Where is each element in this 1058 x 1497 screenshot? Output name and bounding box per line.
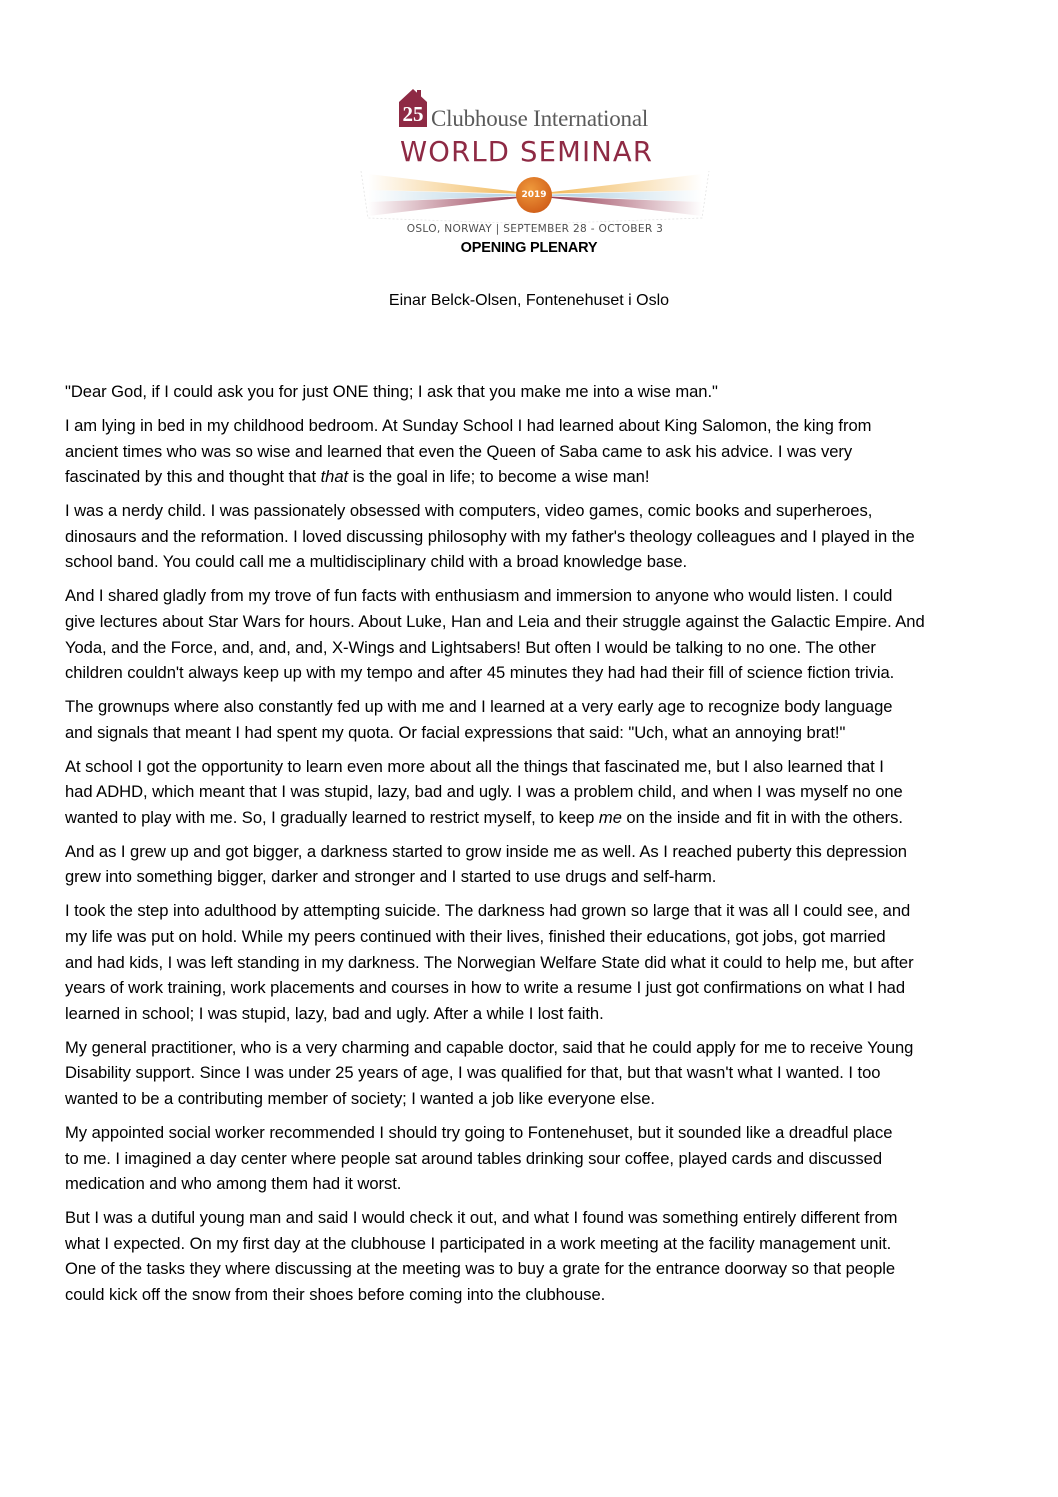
text-line: and had kids, I was left standing in my darkness. The Norwegian Welfare State did what it could to help me, but after [65,952,914,972]
paragraph [65,1035,1005,1112]
text-line: One of the tasks they where discussing at the meeting was to buy a grate for the entrance doorway so that people [65,1259,896,1279]
text-run: is the goal in life; to become a wise man! [348,467,650,487]
text-line: At school I got the opportunity to learn even more about all the things that fascinated me, but I also learned that I [65,756,884,776]
paragraph [65,1120,1005,1197]
text-line: medication and who among them had it worst. [65,1174,402,1194]
text-line: And I shared gladly from my trove of fun facts with enthusiasm and immersion to anyone who would listen. I could [65,586,893,606]
text-line: "Dear God, if I could ask you for just ONE thing; I ask that you make me into a wise man." [65,382,718,401]
text-line: had ADHD, which meant that I was stupid, lazy, bad and ugly. I was a problem child, and when I was myself no one [65,782,903,802]
year-badge: 2019 [516,177,552,213]
text-line: Disability support. Since I was under 25 years of age, I was qualified for that, but that wasn't what I wanted. I too [65,1063,881,1083]
text-line: my life was put on hold. While my peers continued with their lives, finished their educations, got jobs, got married [65,927,886,947]
emphasis-text: that [320,467,349,487]
event-logo [360,86,710,236]
organization-name: Clubhouse International [431,106,649,131]
paragraph [65,413,1005,490]
text-line: The grownups where also constantly fed up with me and I learned at a very early age to recognize body language [65,697,893,717]
document-title: OPENING PLENARY [460,240,598,256]
text-line: dinosaurs and the reformation. I loved discussing philosophy with my father's theology colleagues and I played in the [65,526,915,546]
text-line: give lectures about Star Wars for hours. About Luke, Han and Leia and their struggle against the Galactic Empire. And [65,611,925,631]
location-dates: OSLO, NORWAY | SEPTEMBER 28 - OCTOBER 3 [406,223,664,235]
text-line: wanted to be a contributing member of society; I wanted a job like everyone else. [65,1088,655,1108]
body-text [65,379,1005,1316]
paragraph [65,379,1005,405]
text-line: ancient times who was so wise and learned that even the Queen of Saba came to ask his advice. I was very [65,441,853,461]
text-line: I was a nerdy child. I was passionately obsessed with computers, video games, comic books and superheroes, [65,501,873,521]
text-line [65,464,1005,490]
text-line: I am lying in bed in my childhood bedroom. At Sunday School I had learned about King Salomon, the king from [65,415,872,435]
text-run: wanted to play with me. So, I gradually learned to restrict myself, to keep [65,807,599,827]
text-line: school band. You could call me a multidisciplinary child with a broad knowledge base. [65,552,688,572]
house-25-icon [398,88,428,128]
text-line: years of work training, work placements and courses in how to write a resume I just got confirmations on what I had [65,978,906,998]
text-line: grew into something bigger, darker and stronger and I started to use drugs and self-harm. [65,867,717,887]
paragraph [65,694,1005,745]
text-line: And as I grew up and got bigger, a darkness started to grow inside me as well. As I reached puberty this depression [65,841,907,861]
text-line: I took the step into adulthood by attempting suicide. The darkness had grown so large that it was all I could see, and [65,901,911,921]
text-line: learned in school; I was stupid, lazy, bad and ugly. After a while I lost faith. [65,1003,604,1023]
text-line: My general practitioner, who is a very charming and capable doctor, said that he could apply for me to receive Young [65,1037,914,1057]
paragraph [65,754,1005,831]
text-line [65,805,1005,831]
author-line: Einar Belck-Olsen, Fontenehuset i Oslo [388,292,670,309]
anniversary-number: 25 [402,102,424,126]
text-line: children couldn't always keep up with my tempo and after 45 minutes they had had their fill of science fiction trivia. [65,663,895,683]
event-name: WORLD SEMINAR [400,135,654,168]
text-line: what I expected. On my first day at the clubhouse I participated in a work meeting at the facility management unit. [65,1233,892,1253]
text-line: But I was a dutiful young man and said I would check it out, and what I found was something entirely different from [65,1208,898,1228]
paragraph [65,583,1005,685]
text-run: fascinated by this and thought that [65,467,321,487]
text-line: could kick off the snow from their shoes before coming into the clubhouse. [65,1284,606,1304]
text-line: Yoda, and the Force, and, and, and, X-Wings and Lightsabers! But often I would be talking to no one. The other [65,637,876,657]
paragraph [65,839,1005,890]
paragraph [65,898,1005,1026]
text-line: to me. I imagined a day center where people sat around tables drinking sour coffee, played cards and discussed [65,1148,883,1168]
paragraph [65,498,1005,575]
text-line: and signals that meant I had spent my quota. Or facial expressions that said: "Uch, what an annoying brat!" [65,722,846,742]
paragraph [65,1205,1005,1307]
text-line: My appointed social worker recommended I should try going to Fontenehuset, but it sounded like a dreadful place [65,1122,893,1142]
emphasis-text: me [598,807,622,827]
text-run: on the inside and fit in with the others. [621,807,903,827]
